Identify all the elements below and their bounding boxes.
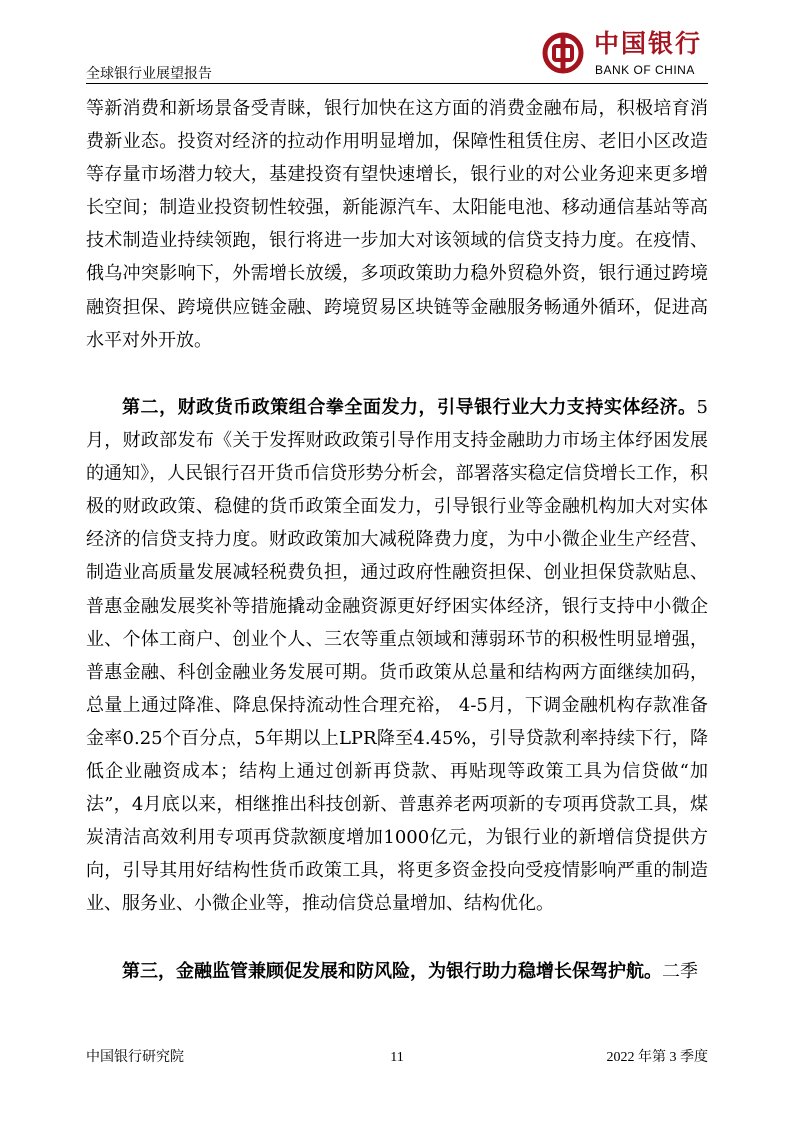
footer-institute: 中国银行研究院 xyxy=(86,1050,184,1065)
header-divider xyxy=(86,83,708,84)
logo-english-wordmark: BANK OF CHINA xyxy=(595,63,695,77)
document-body xyxy=(86,92,708,988)
paragraph-lead-fiscal-monetary: 第二，财政货币政策组合拳全面发力，引导银行业大力支持实体经济。 xyxy=(122,397,697,418)
page-number: 11 xyxy=(390,1050,404,1065)
paragraph-body-fiscal-monetary: 5月，财政部发布《关于发挥财政政策引导作用支持金融助力市场主体纾困发展的通知》，人民银行召开货币信贷形势分析会，部署落实稳定信贷增长工作，积极的财政政策、稳健的货币政策全面发力，引导银行业等金融机构加大对实体经济的信贷支持力度。财政政策加大减税降费力度，为中小微企业生产经营、制造业高质量发展减轻税费负担，通过政府性融资担保、创业担保贷款贴息、普惠金融发展奖补等措施撬动金融资源更好纾困实体经济，银行支持中小微企业、个体工商户、创业个人、三农等重点领域和薄弱环节的积极性明显增强，普惠金融、科创金融业务发展可期。货币政策从总量和结构两方面继续加码，总量上通过降准、降息保持流动性合理充裕， 4-5月，下调金融机构存款准备金率0.25个百分点，5年期以上LPR降至4.45%，引导贷款利率持续下行，降低企业融资成本；结构上通过创新再贷款、再贴现等政策工具为信贷做“加法”，4月底以来，相继推出科技创新、普惠养老两项新的专项再贷款工具，煤炭清洁高效利用专项再贷款额度增加1000亿元，为银行业的新增信贷提供方向，引导其用好结构性货币政策工具，将更多资金投向受疫情影响严重的制造业、服务业、小微企业等，推动信贷总量增加、结构优化。 xyxy=(86,397,708,915)
paragraph-fiscal-monetary-policy xyxy=(86,391,708,921)
bank-logo xyxy=(542,28,708,80)
report-title: 全球银行业展望报告 xyxy=(86,66,212,82)
bank-of-china-emblem-icon xyxy=(542,32,584,74)
footer-period: 2022 年第 3 季度 xyxy=(606,1050,708,1065)
page-header xyxy=(86,28,708,84)
paragraph-financial-regulation xyxy=(86,955,708,988)
paragraph-body-financial-regulation: 二季 xyxy=(662,960,698,982)
paragraph-consumption-investment: 等新消费和新场景备受青睐，银行加快在这方面的消费金融布局，积极培育消费新业态。投资对经济的拉动作用明显增加，保障性租赁住房、老旧小区改造等存量市场潜力较大，基建投资有望快速增长，银行业的对公业务迎来更多增长空间；制造业投资韧性较强，新能源汽车、太阳能电池、移动通信基站等高技术制造业持续领跑，银行将进一步加大对该领域的信贷支持力度。在疫情、俄乌冲突影响下，外需增长放缓，多项政策助力稳外贸稳外资，银行通过跨境融资担保、跨境供应链金融、跨境贸易区块链等金融服务畅通外循环，促进高水平对外开放。 xyxy=(86,98,708,351)
paragraph-lead-financial-regulation: 第三，金融监管兼顾促发展和防风险，为银行助力稳增长保驾护航。 xyxy=(122,960,662,982)
logo-chinese-wordmark: 中国银行 xyxy=(594,29,703,58)
page-footer xyxy=(86,1048,708,1068)
